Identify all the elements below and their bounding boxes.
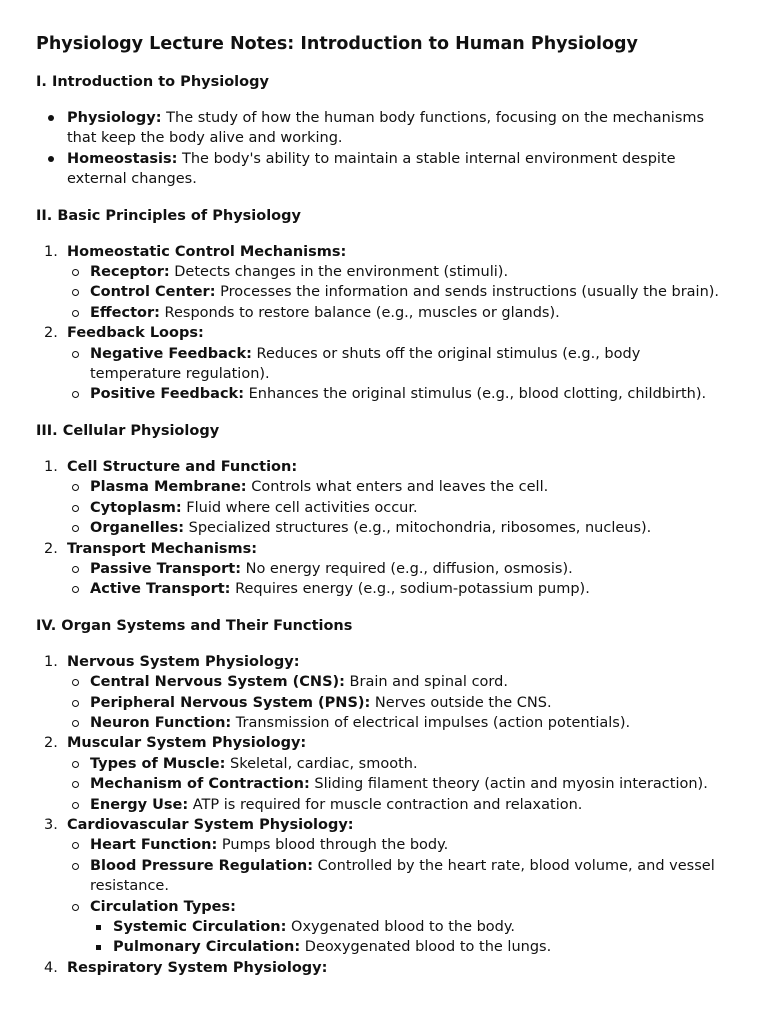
- list-number: 1.: [44, 243, 58, 260]
- sub-list-item: [67, 672, 732, 692]
- list-item: [36, 323, 732, 405]
- sub-list: [67, 754, 732, 815]
- term-label: Plasma Membrane:: [90, 479, 247, 496]
- numbered-list: [36, 457, 732, 600]
- sub-list-item: [67, 795, 732, 815]
- sub-sub-list: [90, 917, 732, 958]
- list-item: [36, 457, 732, 539]
- term-label: Positive Feedback:: [90, 386, 244, 403]
- numbered-list: [36, 242, 732, 405]
- section-basic-principles: [36, 206, 732, 405]
- sub-list: [67, 344, 732, 405]
- term-label: Cell Structure and Function:: [67, 458, 298, 475]
- term-label: Pulmonary Circulation:: [113, 939, 301, 956]
- section-cellular-physiology: [36, 421, 732, 600]
- term-label: Heart Function:: [90, 837, 218, 854]
- term-description: Enhances the original stimulus (e.g., blood clotting, childbirth).: [244, 386, 707, 403]
- sub-list-item: [67, 282, 732, 302]
- term-description: The study of how the human body functions, focusing on the mechanisms that keep the body alive and working.: [67, 110, 705, 147]
- term-description: Fluid where cell activities occur.: [181, 499, 418, 516]
- section-heading: IV. Organ Systems and Their Functions: [36, 617, 353, 634]
- sub-list-item: [67, 774, 732, 794]
- term-description: Detects changes in the environment (stimuli).: [169, 264, 509, 281]
- term-description: Oxygenated blood to the body.: [286, 919, 516, 935]
- term-description: ATP is required for muscle contraction and relaxation.: [188, 796, 583, 813]
- section-organ-systems: [36, 616, 732, 979]
- term-description: Specialized structures (e.g., mitochondria, ribosomes, nucleus).: [184, 520, 652, 537]
- sub-sub-list-item: [90, 937, 732, 957]
- term-description: Requires energy (e.g., sodium-potassium pump).: [230, 581, 590, 598]
- term-description: Controls what enters and leaves the cell.: [246, 479, 549, 496]
- term-label: Feedback Loops:: [67, 325, 204, 342]
- sub-list: [67, 835, 732, 957]
- term-label: Cardiovascular System Physiology:: [67, 816, 354, 833]
- term-label: Central Nervous System (CNS):: [90, 674, 345, 691]
- list-item: [36, 539, 732, 600]
- term-label: Blood Pressure Regulation:: [90, 857, 314, 874]
- sub-list-item: [67, 835, 732, 855]
- list-number: 2.: [44, 325, 58, 342]
- term-description: Nerves outside the CNS.: [370, 694, 552, 711]
- sub-list-item: [67, 303, 732, 323]
- list-number: 3.: [44, 816, 58, 833]
- section-heading: II. Basic Principles of Physiology: [36, 207, 301, 224]
- list-item: [36, 958, 732, 978]
- term-description: Skeletal, cardiac, smooth.: [225, 755, 418, 772]
- sub-list-item: [67, 713, 732, 733]
- sub-list-item: [67, 559, 732, 579]
- term-description: Pumps blood through the body.: [217, 837, 449, 854]
- sub-list-item: [67, 477, 732, 497]
- term-label: Muscular System Physiology:: [67, 735, 307, 752]
- term-label: Mechanism of Contraction:: [90, 776, 310, 793]
- sub-list: [67, 672, 732, 733]
- sub-list-item: [67, 897, 732, 958]
- term-label: Types of Muscle:: [90, 755, 226, 772]
- list-number: 2.: [44, 735, 58, 752]
- term-label: Homeostasis:: [67, 150, 178, 167]
- term-label: Receptor:: [90, 264, 170, 281]
- term-label: Control Center:: [90, 284, 216, 301]
- section-heading: I. Introduction to Physiology: [36, 74, 269, 90]
- term-label: Active Transport:: [90, 581, 231, 598]
- sub-list: [67, 262, 732, 323]
- term-description: No energy required (e.g., diffusion, osmosis).: [241, 560, 573, 577]
- term-description: Reduces or shuts off the original stimulus (e.g., body temperature regulation).: [90, 345, 641, 383]
- sub-list-item: [67, 344, 732, 385]
- list-item: [36, 149, 732, 190]
- term-label: Physiology:: [67, 110, 162, 126]
- sub-list: [67, 477, 732, 538]
- term-label: Nervous System Physiology:: [67, 653, 300, 670]
- term-description: The body's ability to maintain a stable internal environment despite external changes.: [67, 150, 676, 188]
- section-heading: III. Cellular Physiology: [36, 422, 220, 439]
- sub-sub-list-item: [90, 917, 732, 937]
- sub-list-item: [67, 518, 732, 538]
- term-description: Processes the information and sends instructions (usually the brain).: [215, 284, 720, 301]
- sub-list-item: [67, 579, 732, 599]
- list-item: [36, 733, 732, 815]
- term-description: Sliding filament theory (actin and myosin interaction).: [309, 776, 708, 793]
- term-description: Brain and spinal cord.: [344, 674, 508, 691]
- term-label: Circulation Types:: [90, 898, 236, 915]
- sub-list-item: [67, 693, 732, 713]
- term-label: Energy Use:: [90, 796, 189, 813]
- term-label: Peripheral Nervous System (PNS):: [90, 694, 371, 711]
- list-item: [36, 652, 732, 734]
- sub-list: [67, 559, 732, 600]
- term-label: Negative Feedback:: [90, 345, 252, 362]
- sub-list-item: [67, 856, 732, 897]
- section-intro: [36, 72, 732, 190]
- numbered-list: [36, 652, 732, 979]
- term-label: Systemic Circulation:: [113, 919, 287, 935]
- list-number: 4.: [44, 959, 58, 976]
- term-label: Respiratory System Physiology:: [67, 959, 328, 976]
- term-description: Controlled by the heart rate, blood volume, and vessel resistance.: [90, 857, 715, 895]
- sub-list-item: [67, 384, 732, 404]
- list-number: 1.: [44, 458, 58, 475]
- term-description: Transmission of electrical impulses (action potentials).: [231, 714, 631, 731]
- term-label: Organelles:: [90, 520, 185, 537]
- sub-list-item: [67, 498, 732, 518]
- list-item: [36, 108, 732, 149]
- term-label: Homeostatic Control Mechanisms:: [67, 243, 347, 260]
- page-title: Physiology Lecture Notes: Introduction to Human Physiology: [36, 34, 638, 54]
- list-number: 1.: [44, 653, 58, 670]
- sub-list-item: [67, 754, 732, 774]
- list-number: 2.: [44, 540, 58, 557]
- bullet-list: [36, 108, 732, 190]
- term-description: Deoxygenated blood to the lungs.: [300, 939, 552, 956]
- term-description: Responds to restore balance (e.g., muscles or glands).: [159, 304, 560, 321]
- sub-list-item: [67, 262, 732, 282]
- term-label: Transport Mechanisms:: [67, 540, 258, 557]
- term-label: Neuron Function:: [90, 714, 232, 731]
- list-item: [36, 242, 732, 324]
- term-label: Effector:: [90, 304, 160, 321]
- term-label: Cytoplasm:: [90, 499, 182, 516]
- term-label: Passive Transport:: [90, 560, 241, 577]
- list-item: [36, 815, 732, 958]
